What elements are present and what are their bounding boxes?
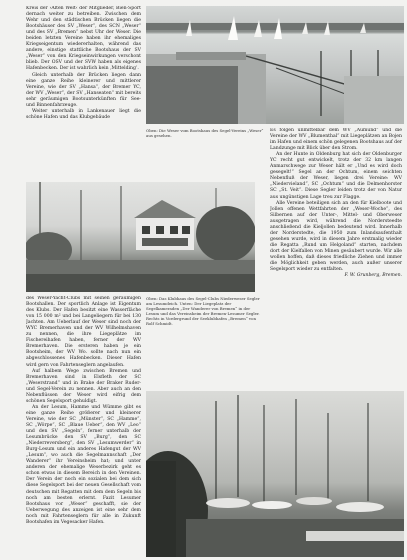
paragraph: Gleich unterhalb der Brücken liegen dann eine ganze Reihe kleinerer und mittlerer Vereine, wie der SV „Hansa“, der Bremer YC, der WV „Weser“, der SV „Hanseaten“ mit bereits sehr geräumigen Bootsunterkünften für See- und Binnenfahrzeuge. [26, 72, 141, 108]
marina-drawing [146, 391, 404, 557]
paragraph: An der Hunte in Oldenburg hat sich der Oldenburger YC recht gut entwickelt, trotz der 32 km langen Anmarschwege zur Weser hält er „Und es wird doch gesegelt!“ Segel an der Ochtum, einem seichten Nebenfluß der Weser, liegen drei Vereine: WV „Niedervieland“, SC „Ochtum“ und die Delmenhorster SC „St. Veit“. Diese Segler leiden trotz der von Natur aus ungünstigen Lage treu zur Flagge. [270, 152, 402, 200]
paragraph: Kreis der ›Alten Welt‹ der Mitglieder, Bien-Sport dernach weiter zu betreiben. Zwischen dem Wehr und den städtischen Brücken liegen die Bootshäuser des SV „Weser“, des SCN „Weser“ und des SV „Bremen“ nebst Uhr der Weser. Die beiden letzten Vereine haben ihr ehemaliges Kriegseigentum wiedererhalten, während das andere, einstige stattliche Bootshaus der SV „Weser“ von den Kriegseinwirkungen verschont blieb. Der OSV und der SVW haben als eigenes Hafenbecken. Der ist wahrlich kein ‚Mittelding‘. [26, 6, 141, 72]
paragraph: Auf halbem Wege zwischen Bremen und Bremerhaven sind in Elsfleth der SC „Weserstrand“ und in Brake der Braker Ruder- und Segel-Verein zu nennen. Aber auch an den Nebenflüssen der Weser wird eifrig dem schönen Segelsport gehuldigt. [26, 368, 141, 404]
clubhouse-photo [26, 182, 255, 292]
column-left-top-text [26, 6, 141, 177]
paragraph: des Weser-Yacht-Clubs mit seinen geräumigen Bootshallen. Der sportlich Anlage ist Eigentum des Klubs. Der Hafen besitzt eine Wasserfläche von 15 000 m² und bei Langeliegern für bei 130 Jachten. Am Ueberlauf der Weser sind noch der WYC Bremerhaven und der WV Wilhelmshaven zu nennen, die ihre Liegeplätze im Fischereihafen haben, ferner der WV Bremerhaven. Die ersteren haben je ein Bootsheim, der WV Wo. sollte nach nun ein abgeschlossenes Hafenbecken. Dieser Hafen wird gern von Fahrtenseglern angelaufen. [26, 296, 141, 368]
marina-photo [146, 391, 404, 557]
column-right-top-text [270, 128, 402, 384]
regatta-caption: Oben: Die Weser vom Bootshaus des Segel-Vereins „Weser“ aus gesehen. [146, 128, 264, 138]
paragraph: Es folgen unmittelbar dem WV „Aumund“ und die Vereine der WV „Blumenthal“ mit Liegeplätzen an Bojen im Hafen und einem schön gelegenen Bootshaus auf der Landzunge mit Blick über den Strom. [270, 128, 402, 152]
paragraph: Alle Vereine beteiligen sich an den für Kielboote und Jollen offenen Wettfahrten der „Weser-Woche“, des Silbernen auf der Unter-, Mittel- und Oberweser ausgetragen wird, während die Nordersteedte anschließend die Kieljollen bedeutend wird. Innerhalb der Norderstedte, die 1950 zum Inlandsaufenthalt gesehen wurde, wird in diesem Jahre erstmalig wieder die Regatta „Rund um Helgoland“ starten, nachdem dort der Kielfallen von Minen gesäubert wurde. Wir alle wollen hoffen, daß dieses friedliche Ziehen und immer die Möglichkeit geben werden, auch außer unserer Segelsport wieder zu entfalten. [270, 200, 402, 273]
clubhouse-caption: Oben: Das Klubhaus des Segel-Clubs Niederweser Segler am Lesumdeich. Unten: Der Liegeplatz der Segelkameraden „Der Wanderer von Bremen“ in der Lesum und das Vereinsheim der Bremen-Lesumer Segler. Rechts in Vordergrund der Seeklubhafen „Bremen“ von Rolf Schmidt. [146, 296, 260, 326]
paragraph: Weiter unterhalb in Lankenauer liegt die schöne Hafen und das Klubgebäude [26, 108, 141, 120]
column-left-bottom-text [26, 296, 141, 557]
paragraph: An der Lesum, Hamme und Wümme gibt es eine ganze Reihe größerer und kleinerer Vereine, wie der SC „Münster“, SC „Hamme“, SC „Wörpe“, SC „Blaue Ueber“, den WV „Leo“ und den SV „Segeln“, ferner unterhalb der Lesumbrücke den SV „Burg“, den SC „Niederreversberg“, den SV „Lesumwerder“ in Burg-Lesum und ein anderes Hafengut der WV „Lesum“, wo auch die Segelmannschaft „Der Wanderer“ ihr Vereinsheim hat; und unter anderen der ehemalige Weserbezirk geht es schon etwas in diesem Bereich in den Vereinen. Der Verein der noch ein sozialen bei dem sich diese Segelsport bei der neuen Gesellschaft vom deutschen mit Regatten mit dem dem Segeln bis noch am besten erlernt. Fazit Lesumer Bootshaus vor „Weser“ geschafft, sie der Ueberwegung des anzeigen ist eine sehr dem noch mit Fahrtenseglern für alle in Zukunft Bootshafen im Vegesacker Hafen. [26, 404, 141, 525]
regatta-photo [146, 6, 404, 124]
clubhouse-drawing [26, 182, 255, 292]
author-signature: F. W. Grunberg, Bremen. [344, 273, 402, 279]
regatta-drawing [146, 6, 404, 124]
